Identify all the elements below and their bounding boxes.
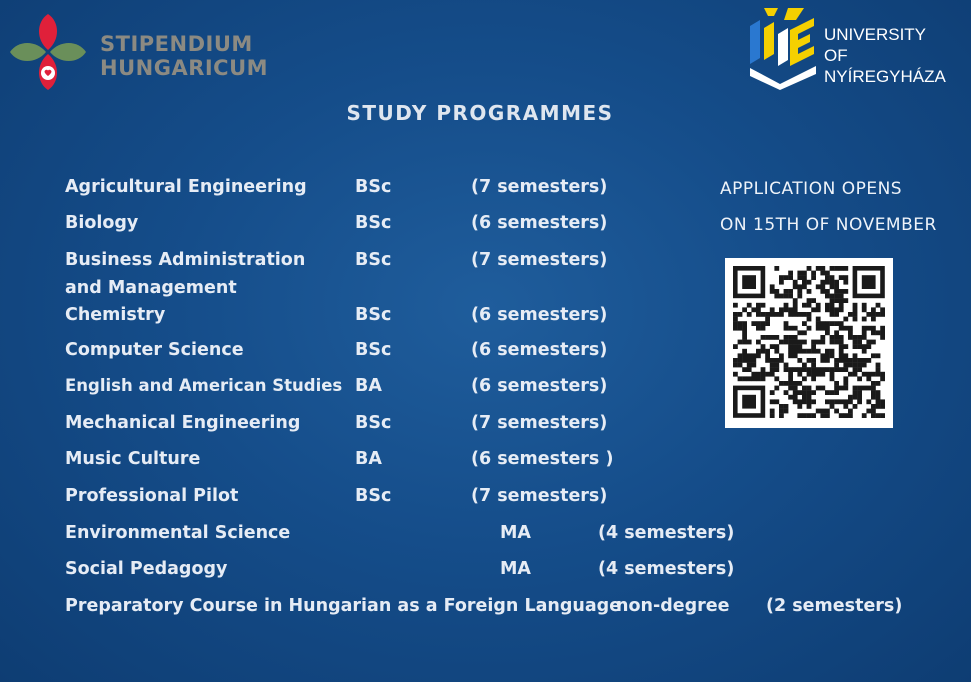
programme-degree: BSc <box>355 413 392 433</box>
programme-duration: (6 semesters) <box>471 305 608 325</box>
programme-name: English and American Studies <box>65 376 343 395</box>
programme-name: Social Pedagogy <box>65 559 228 579</box>
programme-duration: (7 semesters) <box>471 177 608 197</box>
programme-degree: BSc <box>355 213 392 233</box>
programme-degree: MA <box>500 523 531 543</box>
programme-name: Preparatory Course in Hungarian as a Foreign Language <box>65 596 622 616</box>
programme-degree: BSc <box>355 177 392 197</box>
programme-name: Business Administration <box>65 250 306 270</box>
programme-duration: (2 semesters) <box>766 596 903 616</box>
programme-name: Agricultural Engineering <box>65 177 307 197</box>
programme-row <box>0 449 971 479</box>
nyiregyhaza-text: OF NYÍREGYHÁZA <box>824 46 946 86</box>
hungaricum-text: HUNGARICUM <box>100 56 269 80</box>
programme-name: Professional Pilot <box>65 486 239 506</box>
programme-name-line2: and Management <box>65 278 237 298</box>
university-cube-icon <box>744 4 822 90</box>
programme-name: Biology <box>65 213 139 233</box>
qr-code[interactable] <box>725 258 893 428</box>
programme-name: Mechanical Engineering <box>65 413 301 433</box>
programme-degree: BSc <box>355 305 392 325</box>
application-date-text: ON 15TH OF NOVEMBER <box>720 215 937 235</box>
application-opens-text: APPLICATION OPENS <box>720 179 903 199</box>
programme-row <box>0 559 971 589</box>
programme-degree: BSc <box>355 250 392 270</box>
programme-duration: (4 semesters) <box>598 559 735 579</box>
programme-name: Chemistry <box>65 305 166 325</box>
programme-row <box>0 523 971 553</box>
programme-name: Environmental Science <box>65 523 291 543</box>
programme-duration: (6 semesters ) <box>471 449 614 469</box>
stipendium-leaf-icon <box>8 12 94 92</box>
stipendium-text: STIPENDIUM <box>100 32 253 56</box>
programme-degree: MA <box>500 559 531 579</box>
programme-duration: (7 semesters) <box>471 486 608 506</box>
programme-duration: (6 semesters) <box>471 213 608 233</box>
programme-row <box>0 486 971 516</box>
programme-row <box>0 596 971 626</box>
university-text: UNIVERSITY <box>824 25 927 44</box>
page-title: STUDY PROGRAMMES <box>346 101 614 125</box>
programme-degree: BA <box>355 449 382 469</box>
programme-name: Music Culture <box>65 449 201 469</box>
programme-duration: (6 semesters) <box>471 376 608 396</box>
programme-degree: BSc <box>355 486 392 506</box>
programme-duration: (7 semesters) <box>471 250 608 270</box>
university-nyiregyhaza-logo <box>744 4 966 90</box>
programme-duration: (4 semesters) <box>598 523 735 543</box>
qr-code-icon <box>725 258 893 428</box>
programme-degree: non-degree <box>616 596 730 616</box>
programme-degree: BA <box>355 376 382 396</box>
programme-duration: (6 semesters) <box>471 340 608 360</box>
stipendium-hungaricum-logo <box>8 12 269 92</box>
programme-duration: (7 semesters) <box>471 413 608 433</box>
programme-name: Computer Science <box>65 340 244 360</box>
programme-degree: BSc <box>355 340 392 360</box>
